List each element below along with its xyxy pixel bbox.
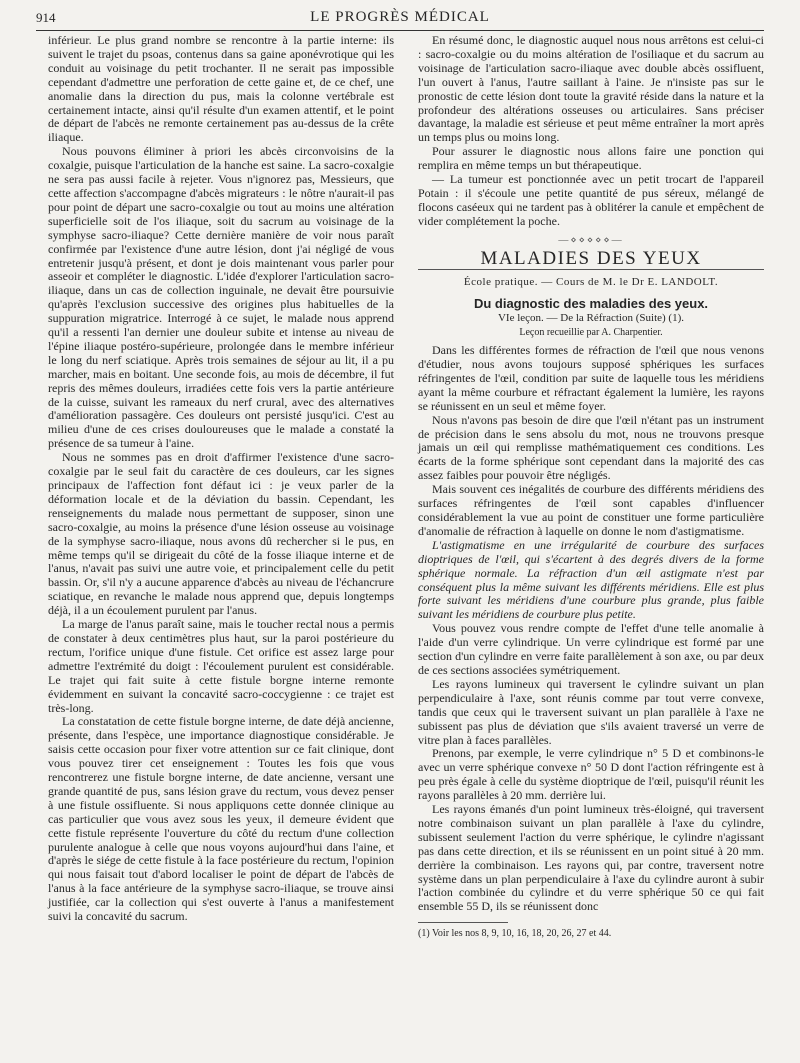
paragraph: Dans les différentes formes de réfraction de l'œil que nous venons d'étudier, nous avons toujours supposé sphériques les surfaces réfringentes de l'œil, condition par suite de laquelle tous les méridiens ayant la même courbure et réfractant également la lumière, les rayons se réunissent en un seul et même foyer. [418, 343, 764, 413]
paragraph: Pour assurer le diagnostic nous allons faire une ponction qui remplira en même temps un but thérapeutique. [418, 144, 764, 173]
section-title: MALADIES DES YEUX [418, 252, 764, 270]
paragraph: Prenons, par exemple, le verre cylindrique n° 5 D et combinons-le avec un verre sphérique convexe n° 50 D dont l'action réfringente est à peu près égale à celle du système dioptrique de l'œil, puisqu'il réunit les rayons parallèles à 20 mm. derrière lui. [418, 746, 764, 803]
right-column [418, 34, 764, 941]
paragraph: — La tumeur est ponctionnée avec un petit trocart de l'appareil Potain : il s'écoule une petite quantité de pus séreux, mélangé de flocons caséeux qui ne tardent pas à oblitérer la canule et empêchent de vider complétement la poche. [418, 172, 764, 228]
ornament-separator: —⋄⋄⋄⋄⋄— [558, 234, 624, 246]
journal-title: LE PROGRÈS MÉDICAL [310, 9, 490, 25]
article-title: Du diagnostic des maladies des yeux. [473, 296, 709, 312]
paragraph: Vous pouvez vous rendre compte de l'effet d'une telle anomalie à l'aide d'un verre cylindrique. Un verre cylindrique est formé par une section d'un cylindre en verre faite parallèlement à son axe, ou par deux de ces sections associées symétriquement. [418, 621, 764, 677]
paragraph: Nous pouvons éliminer à priori les abcès circonvoisins de la coxalgie, puisque l'articulation de la hanche est saine. La sacro-coxalgie ne sera pas aussi facile à rejeter. Vous n'ignorez pas, Messieurs, que cette affection s'accompagne d'abcès migrateurs : le nôtre n'aurait-il pas pour point de départ une sacro-coxalgie ou tout au moins une altération superficielle soit de l'os iliaque, soit du sacrum au voisinage de la symphyse sacro-iliaque? Cette dernière manière de voir nous paraît confirmée par l'existence d'une autre lésion, dont j'ai négligé de vous entretenir jusqu'à présent, et dont je dois maintenant vous parler pour asseoir et compléter le diagnostic. L'idée d'explorer l'articulation sacro-iliaque, dans un cas de collection inguinale, ne devait être poursuivie qu'après l'exclusion successive des origines plus habituelles de la suppuration migratrice. Interrogé à ce sujet, le malade nous apprend qu'il a ressenti l'an dernier une douleur subite et intense au niveau de l'épine iliaque postéro-supérieure, prolongée dans le membre inférieur le long du nerf sciatique. Après trois semaines de séjour au lit, il a pu marcher, mais en boitant. Une seconde fois, au mois de décembre, il fut repris des mêmes douleurs, irradiées cette fois vers la partie antérieure de la cuisse, suivant les rameaux du nerf crural, avec des alternatives d'amélioration passagère. Ces douleurs ont persisté jusqu'ici. C'est au milieu d'une de ces crises douloureuses que le malade a constaté la présence de sa tumeur à l'aine. [48, 144, 394, 451]
paragraph: Nous n'avons pas besoin de dire que l'œil n'étant pas un instrument de précision dans le sens absolu du mot, nous ne trouvons presque jamais un œil qui remplisse mathématiquement ces conditions. Les écarts de la forme sphérique sont cependant dans la majorité des cas assez faibles pour pouvoir être négligés. [418, 412, 764, 483]
paragraph: La constatation de cette fistule borgne interne, de date déjà ancienne, présente, dans l'espèce, une importance diagnostique considérable. Je saisis cette occasion pour fixer votre attention sur ce fait clinique, dont vous pouvez tirer cet enseignement : Toutes les fois que vous rencontrerez une fistule borgne interne, de date ancienne, versant une grande quantité de pus, sans lésion grave du rectum, vous devez penser à une fistule ossifluente. Si nous appliquons cette donnée clinique au cas particulier que vous avez sous les yeux, il demeure évident que cette fistule représente l'ouverture du côté du rectum d'une collection purulente analogue à celle que nous voyons aujourd'hui dans l'aine, et d'après le siége de cette fistule à la face postérieure du rectum, l'opinion qui nous faisait tout d'abord localiser le point de départ de l'abcès de l'anus à la face antérieure de la symphyse sacro-iliaque, se trouve ainsi justifiée, car la collection qui s'est ouverte à l'anus a manifestement suivi la concavité du sacrum. [48, 714, 394, 924]
paragraph: Les rayons émanés d'un point lumineux très-éloigné, qui traversent notre combinaison suivant un plan parallèle à l'axe du cylindre, subissent seulement l'action du verre sphérique, le cylindre n'agissant pas dans cette direction, et ils se réunissent en un point situé à 20 mm. derrière la combinaison. Les rayons qui, par contre, traversent notre système dans un plan perpendiculaire à l'axe du cylindre auront à subir l'action combinée du cylindre et du verre sphérique 50 ce qui fait ensemble 55 D, ils se réunissent donc [418, 802, 764, 914]
page-number: 914 [36, 10, 56, 25]
footnote: (1) Voir les nos 8, 9, 10, 16, 18, 20, 26, 27 et 44. [418, 928, 612, 940]
left-column [48, 34, 394, 924]
paragraph: En résumé donc, le diagnostic auquel nous nous arrêtons est celui-ci : sacro-coxalgie ou du moins altération de l'osiliaque et du sacrum au voisinage de l'articulation sacro-iliaque avec double abcès ossifluent, l'un ouvert à l'anus, l'autre saillant à l'aine. Je n'insiste pas sur le pronostic de cette lésion dont toute la gravité réside dans la nature et la profondeur des altérations osseuses ou articulaires. Sans préciser davantage, la maladie est sérieuse et peut même entraîner la mort après un temps plus ou moins long. [418, 33, 764, 145]
paragraph: L'astigmatisme en une irrégularité de courbure des surfaces dioptriques de l'œil, qui s'écartent à des degrés divers de la forme sphérique normale. La réfraction d'un œil astigmate n'est par conséquent plus la même suivant les différents méridiens. Elle est plus forte suivant les méridiens d'une courbure plus grande, plus faible suivant les méridiens de courbure plus petite. [418, 537, 764, 622]
paragraph: inférieur. Le plus grand nombre se rencontre à la partie interne: ils suivent le trajet du psoas, contenus dans sa gaine aponévrotique qui les conduit au voisinage du petit trochanter. Il ne serait pas impossible cependant d'admettre une perforation de cette gaine et, de ce chef, une anomalie dans la direction du pus, mais la colonne vertébrale est certainement intacte, ainsi qu'il résulte d'un examen attentif, et le point de départ de l'abcès ne remonte certainement pas au-dessus de la crête iliaque. [48, 33, 394, 145]
paragraph: Les rayons lumineux qui traversent le cylindre suivant un plan perpendiculaire à l'axe, sont réunis comme par tout verre convexe, tandis que ceux qui le traversent suivant un plan parallèle à l'axe ne subissent pas plus de déviation que s'ils avaient traversé un verre de vitre plan à faces parallèles. [418, 676, 764, 747]
school-line: École pratique. — Cours de M. le Dr E. LANDOLT. [463, 275, 719, 288]
lesson-line: VIe leçon. — De la Réfraction (Suite) (1). [497, 312, 684, 325]
collected-by: Leçon recueillie par A. Charpentier. [519, 327, 663, 339]
paragraph: Nous ne sommes pas en droit d'affirmer l'existence d'une sacro-coxalgie par le seul fait du caractère de ces douleurs, car les signes principaux de l'affection font défaut ici : je veux parler de la déformation locale et de la déviation du bassin. Cependant, les renseignements du malade nous permettant de supposer, sinon une sacro-coxalgie, au moins la présence d'une lésion osseuse au voisinage de la symphyse sacro-iliaque, nous avons dû rechercher si le pus, en même temps qu'il se dirigeait du côté de la fosse iliaque interne et de l'anus, n'avait pas suivi une autre voie, et principalement celle du petit bassin. Or, s'il n'y a aucune apparence d'abcès au niveau de l'échancrure sciatique, en revanche le malade nous apprend que, depuis longtemps déjà, il a un écoulement purulent par l'anus. [48, 450, 394, 618]
paragraph: Mais souvent ces inégalités de courbure des différents méridiens des surfaces réfringentes de l'œil sont capables d'influencer considérablement la vue au point de constituer une forme particulière d'anomalie de réfraction à laquelle on donne le nom d'astigmatisme. [418, 482, 764, 538]
page-header [36, 8, 764, 31]
footnote-rule [418, 922, 508, 923]
paragraph: La marge de l'anus paraît saine, mais le toucher rectal nous a permis de constater à deux centimètres plus haut, sur la paroi postérieure du rectum, l'orifice unique d'une fistule. Cet orifice est assez large pour admettre l'extrémité du doigt : l'écoulement purulent est considérable. Le trajet qui fait suite à cette fistule borgne interne remonte évidemment en suivant la concavité sacro-coccygienne : ce trajet est très-long. [48, 617, 394, 715]
